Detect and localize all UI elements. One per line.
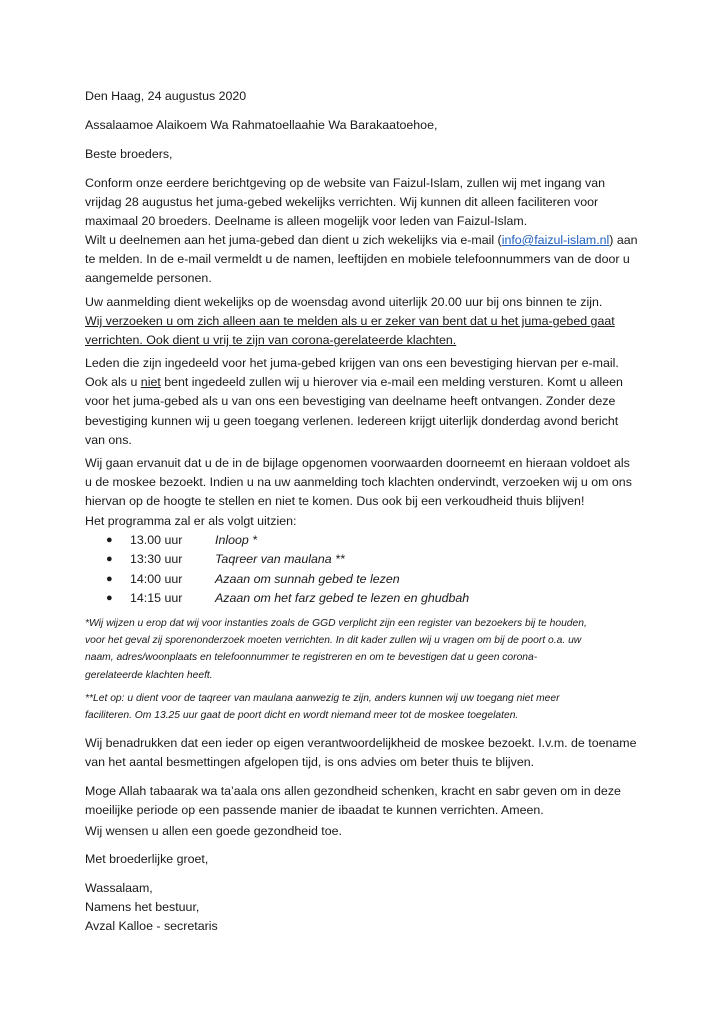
text-fragment: bent ingedeeld zullen wij u hierover via e-mail een melding versturen. Komt u alleen bbox=[160, 375, 623, 390]
signature-line: Avzal Kalloe - secretaris bbox=[85, 919, 218, 934]
footnote-line: faciliteren. Om 13.25 uur gaat de poort dicht en wordt niemand meer tot de moskee toegelaten. bbox=[85, 710, 519, 722]
program-intro bbox=[85, 512, 645, 531]
text-fragment: ) aan bbox=[609, 233, 638, 247]
footnote-line: gerelateerde klachten heeft. bbox=[85, 669, 213, 681]
greeting bbox=[85, 116, 645, 135]
paragraph-line: van het aantal besmettingen afgelopen tijd, is ons advies om beter thuis te blijven. bbox=[85, 755, 535, 770]
paragraph-registration bbox=[85, 231, 645, 289]
program-description: Azaan om het farz gebed te lezen en ghudbah bbox=[215, 590, 470, 605]
bullet-icon: ● bbox=[106, 572, 113, 585]
salutation-text: Beste broeders, bbox=[85, 147, 173, 161]
paragraph-line: Conform onze eerdere berichtgeving op de website van Faizul-Islam, zullen wij met ingang van bbox=[85, 176, 605, 190]
place-date-text: Den Haag, 24 augustus 2020 bbox=[85, 89, 247, 103]
paragraph-line: Wij gaan ervanuit dat u de in de bijlage opgenomen voorwaarden doorneemt en hieraan voldoet als bbox=[85, 456, 630, 470]
underlined-line: verrichten. Ook dient u vrij te zijn van corona-gerelateerde klachten. bbox=[85, 333, 457, 348]
paragraph-dua bbox=[85, 782, 645, 820]
footnote-attendance bbox=[85, 690, 645, 724]
email-link[interactable]: info@faizul-islam.nl bbox=[501, 233, 610, 247]
footnote-register bbox=[85, 615, 645, 684]
signature-block bbox=[85, 879, 645, 937]
paragraph-line: Wij benadrukken dat een ieder op eigen verantwoordelijkheid de moskee bezoekt. I.v.m. de toename bbox=[85, 736, 637, 750]
paragraph-line: van ons. bbox=[85, 432, 132, 447]
paragraph-line: Moge Allah tabaarak wa ta’aala ons allen gezondheid schenken, kracht en sabr geven om in deze bbox=[85, 784, 621, 798]
closing bbox=[85, 850, 645, 869]
paragraph-confirmation bbox=[85, 354, 645, 450]
paragraph-line: Leden die zijn ingedeeld voor het juma-gebed krijgen van ons een bevestiging hiervan per e-mail. bbox=[85, 356, 619, 370]
footnote-line: *Wij wijzen u erop dat wij voor instanties zoals de GGD verplicht zijn een register van bezoekers bij te houden, bbox=[85, 618, 587, 629]
bullet-icon: ● bbox=[106, 534, 113, 546]
paragraph-line bbox=[85, 373, 645, 392]
program-item bbox=[100, 531, 620, 550]
place-date bbox=[85, 87, 645, 106]
text-fragment: Wilt u deelnemen aan het juma-gebed dan dient u zich wekelijks via e-mail ( bbox=[85, 233, 502, 247]
signature-line: Wassalaam, bbox=[85, 881, 153, 895]
footnote-line: **Let op: u dient voor de taqreer van maulana aanwezig te zijn, anders kunnen wij uw toegang niet meer bbox=[85, 693, 560, 704]
program-time: 14:00 uur bbox=[130, 571, 183, 586]
text-fragment: Ook als u bbox=[85, 375, 141, 390]
program-time: 13.00 uur bbox=[130, 533, 183, 547]
paragraph-line: u de moskee bezoekt. Indien u na uw aanmelding toch klachten ondervindt, verzoeken wij u om ons bbox=[85, 475, 632, 490]
signature-line: Namens het bestuur, bbox=[85, 900, 200, 915]
paragraph-line: vrijdag 28 augustus het juma-gebed wekelijks verrichten. Wij kunnen dit alleen faciliteren voor bbox=[85, 195, 599, 210]
underlined-line: Wij verzoeken u om zich alleen aan te melden als u er zeker van bent dat u het juma-gebed gaat bbox=[85, 314, 615, 329]
paragraph-line: hiervan op de hoogte te stellen en niet te komen. Dus ook bij een verkoudheid thuis blijven! bbox=[85, 494, 585, 509]
program-description: Taqreer van maulana ** bbox=[215, 552, 345, 567]
program-time: 14:15 uur bbox=[130, 590, 183, 605]
footnote-line: naam, adres/woonplaats en telefoonnummer te registreren en om te bevestigen dat u geen corona- bbox=[85, 652, 538, 664]
paragraph-line: bevestiging kunnen wij u geen toegang verlenen. Iedereen krijgt uiterlijk donderdag avond bericht bbox=[85, 413, 619, 428]
footnote-line: voor het geval zij sporenonderzoek moeten verrichten. In dit kader zullen wij u vragen om bij de poort o.a. uw bbox=[85, 635, 582, 647]
salutation bbox=[85, 145, 645, 164]
paragraph-line: moeilijke periode op een passende manier de ibaadat te kunnen verrichten. Ameen. bbox=[85, 803, 544, 818]
bullet-icon: ● bbox=[106, 591, 113, 604]
paragraph-deadline bbox=[85, 293, 645, 351]
paragraph-line: aangemelde personen. bbox=[85, 271, 212, 286]
program-item bbox=[100, 570, 620, 589]
paragraph-line: voor het juma-gebed als u van ons een bevestiging van deelname heeft ontvangen. Zonder deze bbox=[85, 394, 616, 409]
paragraph-line: Wij wensen u allen een goede gezondheid toe. bbox=[85, 824, 342, 838]
paragraph-responsibility bbox=[85, 734, 645, 772]
paragraph-line: te melden. In de e-mail vermeldt u de namen, leeftijden en mobiele telefoonnummers van de door u bbox=[85, 252, 630, 267]
closing-text: Met broederlijke groet, bbox=[85, 852, 209, 866]
paragraph-line: maximaal 20 broeders. Deelname is alleen mogelijk voor leden van Faizul-Islam. bbox=[85, 214, 528, 229]
underlined-word: niet bbox=[140, 375, 161, 390]
bullet-icon: ● bbox=[106, 553, 113, 566]
paragraph-line: Uw aanmelding dient wekelijks op de woensdag avond uiterlijk 20.00 uur bij ons binnen te zijn. bbox=[85, 295, 603, 309]
program-list bbox=[100, 531, 620, 608]
program-description: Azaan om sunnah gebed te lezen bbox=[215, 571, 400, 586]
program-description: Inloop * bbox=[215, 533, 258, 547]
program-item bbox=[100, 589, 620, 608]
program-time: 13:30 uur bbox=[130, 552, 183, 567]
program-item bbox=[100, 550, 620, 569]
paragraph-wishes bbox=[85, 822, 645, 841]
paragraph-line bbox=[85, 231, 645, 250]
paragraph-announcement bbox=[85, 174, 645, 232]
greeting-text: Assalaamoe Alaikoem Wa Rahmatoellaahie Wa Barakaatoehoe, bbox=[85, 118, 438, 132]
program-intro-text: Het programma zal er als volgt uitzien: bbox=[85, 514, 297, 528]
paragraph-conditions bbox=[85, 454, 645, 512]
